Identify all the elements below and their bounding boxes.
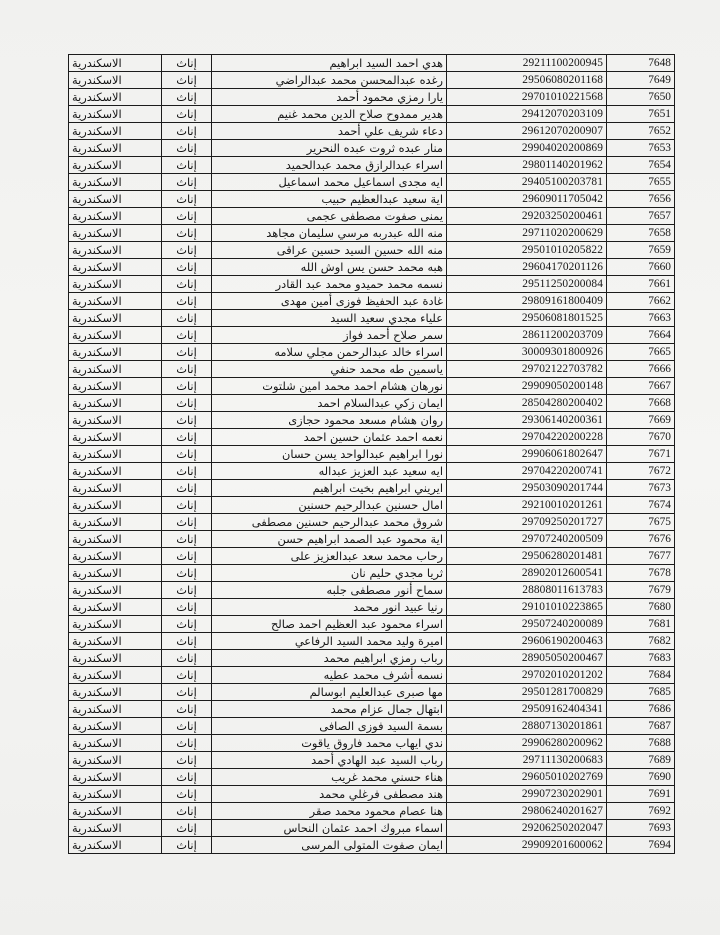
gender-cell: إناث	[162, 463, 212, 480]
national-id-cell: 29701010221568	[447, 89, 607, 106]
name-cell: ايمان صفوت المتولى المرسى	[212, 837, 447, 854]
table-row	[69, 463, 675, 480]
national-id-cell: 29210010201261	[447, 497, 607, 514]
national-id-cell: 29809161800409	[447, 293, 607, 310]
table-row	[69, 310, 675, 327]
serial-number-cell: 7685	[607, 684, 675, 701]
serial-number-cell: 7680	[607, 599, 675, 616]
name-cell: ثريا مجدي حليم نان	[212, 565, 447, 582]
table-row	[69, 582, 675, 599]
city-cell: الاسكندرية	[69, 616, 162, 633]
national-id-cell: 29704220200741	[447, 463, 607, 480]
city-cell: الاسكندرية	[69, 310, 162, 327]
table-row	[69, 548, 675, 565]
name-cell: نورهان هشام احمد محمد امين شلتوت	[212, 378, 447, 395]
table-row	[69, 599, 675, 616]
name-cell: يمنى صفوت مصطفى عجمى	[212, 208, 447, 225]
table-row	[69, 89, 675, 106]
serial-number-cell: 7693	[607, 820, 675, 837]
city-cell: الاسكندرية	[69, 344, 162, 361]
name-cell: هناء حسني محمد غريب	[212, 769, 447, 786]
city-cell: الاسكندرية	[69, 55, 162, 72]
national-id-cell: 29707240200509	[447, 531, 607, 548]
gender-cell: إناث	[162, 106, 212, 123]
national-id-cell: 29503090201744	[447, 480, 607, 497]
gender-cell: إناث	[162, 89, 212, 106]
gender-cell: إناث	[162, 259, 212, 276]
serial-number-cell: 7657	[607, 208, 675, 225]
city-cell: الاسكندرية	[69, 803, 162, 820]
city-cell: الاسكندرية	[69, 582, 162, 599]
serial-number-cell: 7656	[607, 191, 675, 208]
gender-cell: إناث	[162, 548, 212, 565]
gender-cell: إناث	[162, 429, 212, 446]
gender-cell: إناث	[162, 633, 212, 650]
gender-cell: إناث	[162, 599, 212, 616]
national-id-cell: 29709250201727	[447, 514, 607, 531]
table-row	[69, 769, 675, 786]
table-row	[69, 480, 675, 497]
national-id-cell: 28504280200402	[447, 395, 607, 412]
national-id-cell: 29711130200683	[447, 752, 607, 769]
serial-number-cell: 7682	[607, 633, 675, 650]
name-cell: هدي احمد السيد ابراهيم	[212, 55, 447, 72]
national-id-cell: 29907230202901	[447, 786, 607, 803]
table-row	[69, 208, 675, 225]
gender-cell: إناث	[162, 242, 212, 259]
city-cell: الاسكندرية	[69, 276, 162, 293]
city-cell: الاسكندرية	[69, 412, 162, 429]
city-cell: الاسكندرية	[69, 480, 162, 497]
serial-number-cell: 7683	[607, 650, 675, 667]
serial-number-cell: 7672	[607, 463, 675, 480]
gender-cell: إناث	[162, 72, 212, 89]
gender-cell: إناث	[162, 395, 212, 412]
city-cell: الاسكندرية	[69, 293, 162, 310]
name-cell: شروق محمد عبدالرحيم حسنين مصطفى	[212, 514, 447, 531]
name-cell: ايمان زكي عبدالسلام احمد	[212, 395, 447, 412]
table-row	[69, 735, 675, 752]
serial-number-cell: 7648	[607, 55, 675, 72]
name-cell: سمر صلاح أحمد فواز	[212, 327, 447, 344]
name-cell: منه الله حسين السيد حسين عراقى	[212, 242, 447, 259]
city-cell: الاسكندرية	[69, 820, 162, 837]
city-cell: الاسكندرية	[69, 769, 162, 786]
serial-number-cell: 7667	[607, 378, 675, 395]
gender-cell: إناث	[162, 803, 212, 820]
gender-cell: إناث	[162, 276, 212, 293]
serial-number-cell: 7670	[607, 429, 675, 446]
national-id-cell: 29711020200629	[447, 225, 607, 242]
table-row	[69, 565, 675, 582]
records-table	[68, 54, 675, 854]
name-cell: علياء مجدي سعيد السيد	[212, 310, 447, 327]
national-id-cell: 29612070200907	[447, 123, 607, 140]
national-id-cell: 28611200203709	[447, 327, 607, 344]
national-id-cell: 28902012600541	[447, 565, 607, 582]
national-id-cell: 29606190200463	[447, 633, 607, 650]
national-id-cell: 29211100200945	[447, 55, 607, 72]
name-cell: اسراء خالد عبدالرحمن مجلي سلامه	[212, 344, 447, 361]
city-cell: الاسكندرية	[69, 89, 162, 106]
serial-number-cell: 7671	[607, 446, 675, 463]
name-cell: يارا رمزي محمود أحمد	[212, 89, 447, 106]
national-id-cell: 29506081801525	[447, 310, 607, 327]
gender-cell: إناث	[162, 310, 212, 327]
gender-cell: إناث	[162, 735, 212, 752]
table-row	[69, 55, 675, 72]
name-cell: اميرة وليد محمد السيد الرفاعي	[212, 633, 447, 650]
table-row	[69, 701, 675, 718]
name-cell: منه الله عبدربه مرسي سليمان مجاهد	[212, 225, 447, 242]
serial-number-cell: 7652	[607, 123, 675, 140]
national-id-cell: 29101010223865	[447, 599, 607, 616]
gender-cell: إناث	[162, 344, 212, 361]
serial-number-cell: 7677	[607, 548, 675, 565]
name-cell: منار عبده ثروت عبده النحرير	[212, 140, 447, 157]
serial-number-cell: 7688	[607, 735, 675, 752]
national-id-cell: 29506280201481	[447, 548, 607, 565]
national-id-cell: 29806240201627	[447, 803, 607, 820]
serial-number-cell: 7691	[607, 786, 675, 803]
serial-number-cell: 7675	[607, 514, 675, 531]
table-row	[69, 293, 675, 310]
city-cell: الاسكندرية	[69, 599, 162, 616]
table-row	[69, 344, 675, 361]
national-id-cell: 29909050200148	[447, 378, 607, 395]
name-cell: رباب رمزي ابراهيم محمد	[212, 650, 447, 667]
name-cell: نعمه احمد عثمان حسين احمد	[212, 429, 447, 446]
national-id-cell: 28808011613783	[447, 582, 607, 599]
city-cell: الاسكندرية	[69, 361, 162, 378]
city-cell: الاسكندرية	[69, 735, 162, 752]
gender-cell: إناث	[162, 565, 212, 582]
table-row	[69, 191, 675, 208]
serial-number-cell: 7681	[607, 616, 675, 633]
table-row	[69, 412, 675, 429]
city-cell: الاسكندرية	[69, 259, 162, 276]
serial-number-cell: 7664	[607, 327, 675, 344]
name-cell: بسمة السيد فوزى الصافى	[212, 718, 447, 735]
serial-number-cell: 7692	[607, 803, 675, 820]
name-cell: رنيا عبيد انور محمد	[212, 599, 447, 616]
gender-cell: إناث	[162, 786, 212, 803]
city-cell: الاسكندرية	[69, 548, 162, 565]
national-id-cell: 29507240200089	[447, 616, 607, 633]
national-id-cell: 29203250200461	[447, 208, 607, 225]
name-cell: نورا ابراهيم عبدالواحد يسن حسان	[212, 446, 447, 463]
city-cell: الاسكندرية	[69, 106, 162, 123]
gender-cell: إناث	[162, 582, 212, 599]
serial-number-cell: 7651	[607, 106, 675, 123]
city-cell: الاسكندرية	[69, 327, 162, 344]
table-row	[69, 446, 675, 463]
gender-cell: إناث	[162, 293, 212, 310]
city-cell: الاسكندرية	[69, 242, 162, 259]
serial-number-cell: 7673	[607, 480, 675, 497]
name-cell: ايه سعيد عبد العزيز عبداله	[212, 463, 447, 480]
name-cell: اية محمود عبد الصمد ابراهيم حسن	[212, 531, 447, 548]
table-row	[69, 650, 675, 667]
gender-cell: إناث	[162, 684, 212, 701]
serial-number-cell: 7678	[607, 565, 675, 582]
gender-cell: إناث	[162, 667, 212, 684]
name-cell: اية سعيد عبدالعظيم حبيب	[212, 191, 447, 208]
table-row	[69, 174, 675, 191]
gender-cell: إناث	[162, 157, 212, 174]
city-cell: الاسكندرية	[69, 701, 162, 718]
national-id-cell: 29412070203109	[447, 106, 607, 123]
name-cell: هند مصطفى فرغلي محمد	[212, 786, 447, 803]
name-cell: دعاء شريف علي أحمد	[212, 123, 447, 140]
table-row	[69, 497, 675, 514]
national-id-cell: 29605010202769	[447, 769, 607, 786]
name-cell: امال حسنين عبدالرحيم حسنين	[212, 497, 447, 514]
table-row	[69, 633, 675, 650]
name-cell: غادة عبد الحفيظ فوزى أمين مهدى	[212, 293, 447, 310]
name-cell: مها صبرى عبدالعليم ابوسالم	[212, 684, 447, 701]
city-cell: الاسكندرية	[69, 667, 162, 684]
serial-number-cell: 7662	[607, 293, 675, 310]
serial-number-cell: 7655	[607, 174, 675, 191]
city-cell: الاسكندرية	[69, 718, 162, 735]
gender-cell: إناث	[162, 361, 212, 378]
gender-cell: إناث	[162, 616, 212, 633]
gender-cell: إناث	[162, 174, 212, 191]
table-row	[69, 429, 675, 446]
national-id-cell: 29509162404341	[447, 701, 607, 718]
gender-cell: إناث	[162, 514, 212, 531]
city-cell: الاسكندرية	[69, 378, 162, 395]
city-cell: الاسكندرية	[69, 395, 162, 412]
gender-cell: إناث	[162, 55, 212, 72]
name-cell: ياسمين طه محمد حنفي	[212, 361, 447, 378]
gender-cell: إناث	[162, 208, 212, 225]
serial-number-cell: 7653	[607, 140, 675, 157]
table-row	[69, 259, 675, 276]
national-id-cell: 29702010201202	[447, 667, 607, 684]
national-id-cell: 28807130201861	[447, 718, 607, 735]
city-cell: الاسكندرية	[69, 633, 162, 650]
gender-cell: إناث	[162, 480, 212, 497]
city-cell: الاسكندرية	[69, 752, 162, 769]
name-cell: رحاب محمد سعد عبدالعزيز على	[212, 548, 447, 565]
serial-number-cell: 7650	[607, 89, 675, 106]
gender-cell: إناث	[162, 820, 212, 837]
city-cell: الاسكندرية	[69, 497, 162, 514]
serial-number-cell: 7669	[607, 412, 675, 429]
gender-cell: إناث	[162, 769, 212, 786]
city-cell: الاسكندرية	[69, 191, 162, 208]
table-row	[69, 752, 675, 769]
table-row	[69, 514, 675, 531]
national-id-cell: 29501010205822	[447, 242, 607, 259]
city-cell: الاسكندرية	[69, 786, 162, 803]
name-cell: سماح أنور مصطفى جلبه	[212, 582, 447, 599]
serial-number-cell: 7686	[607, 701, 675, 718]
name-cell: ابتهال جمال عزام محمد	[212, 701, 447, 718]
serial-number-cell: 7649	[607, 72, 675, 89]
serial-number-cell: 7654	[607, 157, 675, 174]
national-id-cell: 29511250200084	[447, 276, 607, 293]
serial-number-cell: 7665	[607, 344, 675, 361]
gender-cell: إناث	[162, 837, 212, 854]
serial-number-cell: 7660	[607, 259, 675, 276]
national-id-cell: 29909201600062	[447, 837, 607, 854]
gender-cell: إناث	[162, 718, 212, 735]
name-cell: نسمه محمد حميدو محمد عبد القادر	[212, 276, 447, 293]
city-cell: الاسكندرية	[69, 650, 162, 667]
name-cell: رباب السيد عبد الهادي أحمد	[212, 752, 447, 769]
name-cell: روان هشام مسعد محمود حجازى	[212, 412, 447, 429]
city-cell: الاسكندرية	[69, 531, 162, 548]
table-row	[69, 684, 675, 701]
table-row	[69, 157, 675, 174]
national-id-cell: 29306140200361	[447, 412, 607, 429]
national-id-cell: 29506080201168	[447, 72, 607, 89]
city-cell: الاسكندرية	[69, 123, 162, 140]
name-cell: اسراء عبدالرازق محمد عبدالحميد	[212, 157, 447, 174]
gender-cell: إناث	[162, 650, 212, 667]
table-row	[69, 106, 675, 123]
serial-number-cell: 7674	[607, 497, 675, 514]
city-cell: الاسكندرية	[69, 225, 162, 242]
national-id-cell: 29904020200869	[447, 140, 607, 157]
gender-cell: إناث	[162, 327, 212, 344]
records-table-body	[69, 55, 675, 854]
serial-number-cell: 7689	[607, 752, 675, 769]
national-id-cell: 29405100203781	[447, 174, 607, 191]
table-row	[69, 786, 675, 803]
table-row	[69, 616, 675, 633]
gender-cell: إناث	[162, 225, 212, 242]
name-cell: هنا عصام محمود محمد صقر	[212, 803, 447, 820]
gender-cell: إناث	[162, 752, 212, 769]
name-cell: ندي ايهاب محمد فاروق ياقوت	[212, 735, 447, 752]
table-row	[69, 276, 675, 293]
city-cell: الاسكندرية	[69, 140, 162, 157]
table-row	[69, 667, 675, 684]
national-id-cell: 29801140201962	[447, 157, 607, 174]
table-row	[69, 395, 675, 412]
national-id-cell: 29604170201126	[447, 259, 607, 276]
serial-number-cell: 7687	[607, 718, 675, 735]
table-row	[69, 378, 675, 395]
gender-cell: إناث	[162, 191, 212, 208]
name-cell: نسمه أشرف محمد عطيه	[212, 667, 447, 684]
serial-number-cell: 7676	[607, 531, 675, 548]
gender-cell: إناث	[162, 497, 212, 514]
serial-number-cell: 7668	[607, 395, 675, 412]
national-id-cell: 29704220200228	[447, 429, 607, 446]
serial-number-cell: 7666	[607, 361, 675, 378]
name-cell: رغده عبدالمحسن محمد عبدالراضي	[212, 72, 447, 89]
serial-number-cell: 7663	[607, 310, 675, 327]
serial-number-cell: 7679	[607, 582, 675, 599]
gender-cell: إناث	[162, 378, 212, 395]
table-row	[69, 837, 675, 854]
national-id-cell: 29206250202047	[447, 820, 607, 837]
name-cell: ايريني ابراهيم بخيت ابراهيم	[212, 480, 447, 497]
table-row	[69, 327, 675, 344]
serial-number-cell: 7690	[607, 769, 675, 786]
national-id-cell: 30009301800926	[447, 344, 607, 361]
city-cell: الاسكندرية	[69, 463, 162, 480]
city-cell: الاسكندرية	[69, 174, 162, 191]
table-row	[69, 361, 675, 378]
table-row	[69, 820, 675, 837]
gender-cell: إناث	[162, 123, 212, 140]
national-id-cell: 29906061802647	[447, 446, 607, 463]
gender-cell: إناث	[162, 412, 212, 429]
city-cell: الاسكندرية	[69, 514, 162, 531]
city-cell: الاسكندرية	[69, 72, 162, 89]
table-row	[69, 531, 675, 548]
city-cell: الاسكندرية	[69, 157, 162, 174]
serial-number-cell: 7684	[607, 667, 675, 684]
table-row	[69, 72, 675, 89]
name-cell: هدير ممدوح صلاح الدين محمد غنيم	[212, 106, 447, 123]
gender-cell: إناث	[162, 140, 212, 157]
table-row	[69, 242, 675, 259]
gender-cell: إناث	[162, 701, 212, 718]
table-row	[69, 140, 675, 157]
national-id-cell: 29501281700829	[447, 684, 607, 701]
city-cell: الاسكندرية	[69, 208, 162, 225]
serial-number-cell: 7658	[607, 225, 675, 242]
city-cell: الاسكندرية	[69, 684, 162, 701]
name-cell: اسراء محمود عبد العظيم احمد صالح	[212, 616, 447, 633]
gender-cell: إناث	[162, 531, 212, 548]
city-cell: الاسكندرية	[69, 837, 162, 854]
serial-number-cell: 7694	[607, 837, 675, 854]
table-row	[69, 225, 675, 242]
name-cell: ايه مجدى اسماعيل محمد اسماعيل	[212, 174, 447, 191]
name-cell: اسماء مبروك احمد عثمان النحاس	[212, 820, 447, 837]
serial-number-cell: 7659	[607, 242, 675, 259]
national-id-cell: 28905050200467	[447, 650, 607, 667]
city-cell: الاسكندرية	[69, 429, 162, 446]
city-cell: الاسكندرية	[69, 565, 162, 582]
serial-number-cell: 7661	[607, 276, 675, 293]
national-id-cell: 29906280200962	[447, 735, 607, 752]
name-cell: هبه محمد حسن يس اوش الله	[212, 259, 447, 276]
national-id-cell: 29609011705042	[447, 191, 607, 208]
table-row	[69, 123, 675, 140]
city-cell: الاسكندرية	[69, 446, 162, 463]
national-id-cell: 29702122703782	[447, 361, 607, 378]
table-row	[69, 718, 675, 735]
gender-cell: إناث	[162, 446, 212, 463]
table-row	[69, 803, 675, 820]
